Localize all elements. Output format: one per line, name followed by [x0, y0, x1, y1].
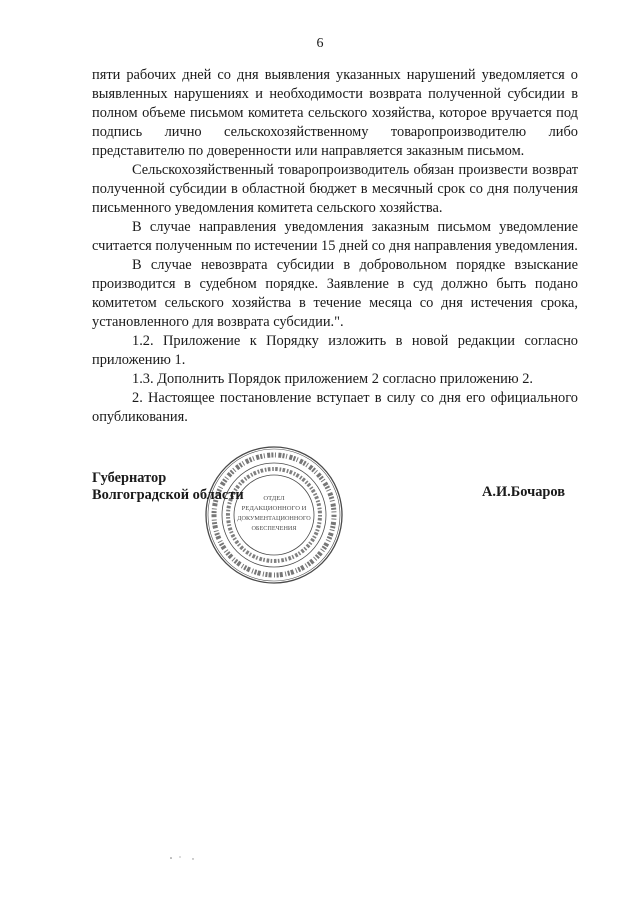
- paragraph: 1.2. Приложение к Порядку изложить в новой редакции согласно приложению 1.: [92, 333, 578, 368]
- scan-specks: [168, 852, 198, 864]
- paragraph: Сельскохозяйственный товаропроизводитель обязан произвести возврат полученной субсидии в областной бюджет в месячный срок со дня получения письменного уведомления комитета сельского хозяйства.: [92, 162, 578, 216]
- official-seal-stamp: [203, 444, 345, 586]
- signatory-name: А.И.Бочаров: [482, 484, 566, 500]
- stamp-text: ОТДЕЛ: [263, 495, 285, 502]
- signatory-title: Губернатор: [92, 470, 167, 486]
- stamp-text: РЕДАКЦИОННОГО И: [241, 505, 307, 512]
- paragraph: 1.3. Дополнить Порядок приложением 2 согласно приложению 2.: [132, 371, 533, 387]
- paragraph: пяти рабочих дней со дня выявления указанных нарушений уведомляется о выявленных нарушениях и необходимости возврата полученной субсидии в полном объеме письмом комитета сельского хозяйства, которое вручается под подпись лично сельскохозяйственному товаропроизводителю либо представителю по доверенности или направляется заказным письмом.: [92, 67, 578, 159]
- document-body: [92, 66, 578, 427]
- signatory-position: [92, 470, 244, 504]
- paragraph: В случае направления уведомления заказным письмом уведомление считается полученным по истечении 15 дней со дня направления уведомления.: [92, 219, 578, 254]
- paragraph: 2. Настоящее постановление вступает в силу со дня его официального опубликования.: [92, 390, 578, 425]
- stamp-text: ДОКУМЕНТАЦИОННОГО: [237, 515, 311, 522]
- stamp-text: ОБЕСПЕЧЕНИЯ: [251, 525, 297, 532]
- paragraph: В случае невозврата субсидии в добровольном порядке взыскание производится в судебном порядке. Заявление в суд должно быть подано комитетом сельского хозяйства в течение месяца со дня истечения срока, установленного для возврата субсидии.".: [92, 257, 578, 330]
- signatory-region: Волгоградской области: [92, 487, 244, 503]
- page-number: 6: [316, 36, 324, 51]
